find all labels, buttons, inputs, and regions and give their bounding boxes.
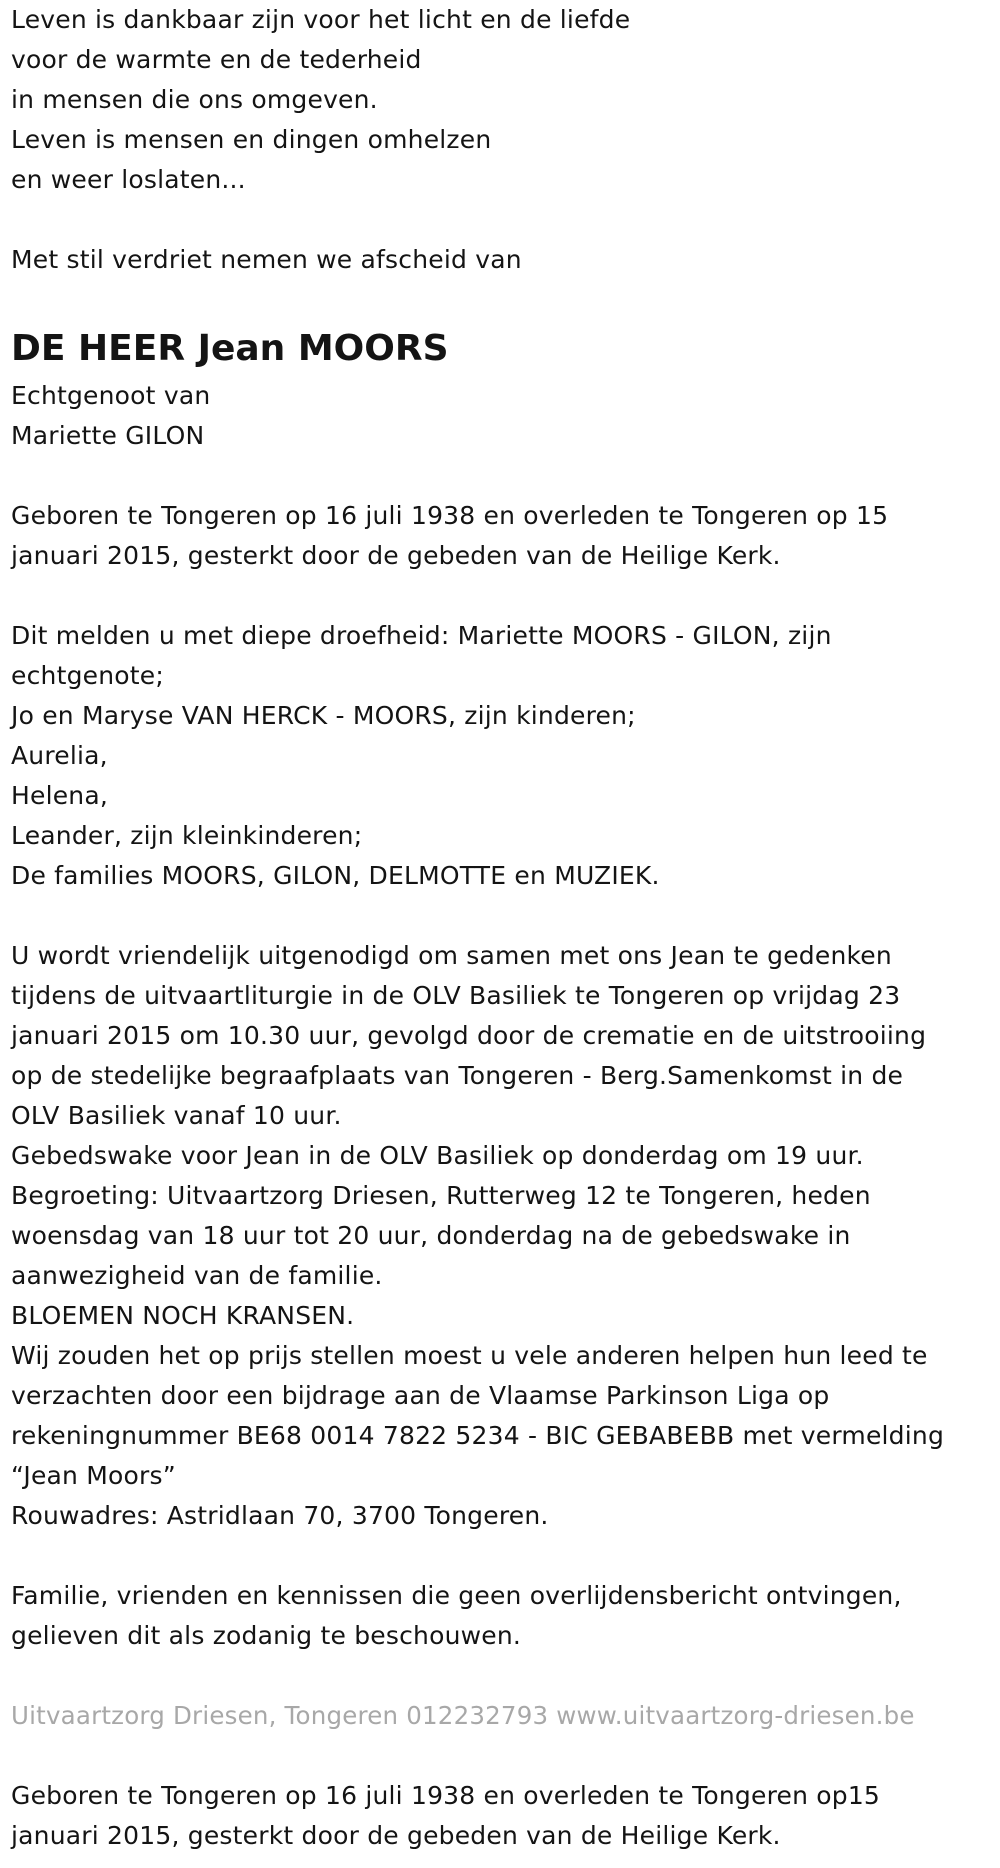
visitation-line: Begroeting: Uitvaartzorg Driesen, Rutterweg 12 te Tongeren, heden: [11, 1181, 871, 1210]
intro-text: Met stil verdriet nemen we afscheid van: [11, 245, 522, 274]
spacer: [11, 280, 990, 320]
vigil-line: Gebedswake voor Jean in de OLV Basiliek op donderdag om 19 uur.: [11, 1141, 864, 1170]
poem-line: voor de warmte en de tederheid: [11, 45, 422, 74]
spacer: [11, 576, 990, 616]
funeral-home-contact: Uitvaartzorg Driesen, Tongeren 012232793 www.uitvaartzorg-driesen.be: [11, 1701, 915, 1730]
donation-line: verzachten door een bijdrage aan de Vlaamse Parkinson Liga op: [11, 1381, 830, 1410]
birth-death-info: [11, 496, 990, 576]
family-announcement: [11, 616, 990, 896]
family-line: Helena,: [11, 781, 109, 810]
birth-death-line: januari 2015, gesterkt door de gebeden van de Heilige Kerk.: [11, 1821, 781, 1850]
deceased: [11, 324, 990, 456]
family-line: Aurelia,: [11, 741, 108, 770]
spacer: [11, 896, 990, 936]
ceremony-line: januari 2015 om 10.30 uur, gevolgd door de crematie en de uitstrooiing: [11, 1021, 927, 1050]
notice-line: gelieven dit als zodanig te beschouwen.: [11, 1621, 522, 1650]
poem: [11, 0, 990, 200]
ceremony-details: [11, 936, 990, 1536]
donation-line: “Jean Moors”: [11, 1461, 176, 1490]
birth-death-line: Geboren te Tongeren op 16 juli 1938 en overleden te Tongeren op 15: [11, 501, 889, 530]
poem-line: en weer loslaten...: [11, 165, 246, 194]
family-line: De families MOORS, GILON, DELMOTTE en MUZIEK.: [11, 861, 660, 890]
family-line: Leander, zijn kleinkinderen;: [11, 821, 363, 850]
donation-line: Wij zouden het op prijs stellen moest u vele anderen helpen hun leed te: [11, 1341, 928, 1370]
donation-line: rekeningnummer BE68 0014 7822 5234 - BIC GEBABEBB met vermelding: [11, 1421, 945, 1450]
family-line: Jo en Maryse VAN HERCK - MOORS, zijn kinderen;: [11, 701, 636, 730]
birth-death-line: januari 2015, gesterkt door de gebeden van de Heilige Kerk.: [11, 541, 781, 570]
no-flowers-line: BLOEMEN NOCH KRANSEN.: [11, 1301, 355, 1330]
notice-line: Familie, vrienden en kennissen die geen overlijdensbericht ontvingen,: [11, 1581, 902, 1610]
deceased-name: DE HEER Jean MOORS: [11, 328, 449, 369]
ceremony-line: op de stedelijke begraafplaats van Tongeren - Berg.Samenkomst in de: [11, 1061, 904, 1090]
condolence-address: Rouwadres: Astridlaan 70, 3700 Tongeren.: [11, 1501, 549, 1530]
notice: [11, 1576, 990, 1656]
spacer: [11, 200, 990, 240]
relation-line: Echtgenoot van: [11, 381, 211, 410]
family-line: Dit melden u met diepe droefheid: Mariette MOORS - GILON, zijn: [11, 621, 832, 650]
ceremony-line: OLV Basiliek vanaf 10 uur.: [11, 1101, 342, 1130]
birth-death-line: Geboren te Tongeren op 16 juli 1938 en overleden te Tongeren op15: [11, 1781, 881, 1810]
spacer: [11, 1536, 990, 1576]
ceremony-line: tijdens de uitvaartliturgie in de OLV Basiliek te Tongeren op vrijdag 23: [11, 981, 901, 1010]
poem-line: Leven is mensen en dingen omhelzen: [11, 125, 492, 154]
spacer: [11, 1736, 990, 1776]
poem-line: Leven is dankbaar zijn voor het licht en de liefde: [11, 5, 631, 34]
spacer: [11, 1656, 990, 1696]
family-line: echtgenote;: [11, 661, 164, 690]
poem-line: in mensen die ons omgeven.: [11, 85, 378, 114]
spouse-name: Mariette GILON: [11, 421, 205, 450]
visitation-line: woensdag van 18 uur tot 20 uur, donderdag na de gebedswake in: [11, 1221, 851, 1250]
spacer: [11, 456, 990, 496]
visitation-line: aanwezigheid van de familie.: [11, 1261, 383, 1290]
ceremony-line: U wordt vriendelijk uitgenodigd om samen met ons Jean te gedenken: [11, 941, 892, 970]
birth-death-info-repeat: [11, 1776, 990, 1856]
